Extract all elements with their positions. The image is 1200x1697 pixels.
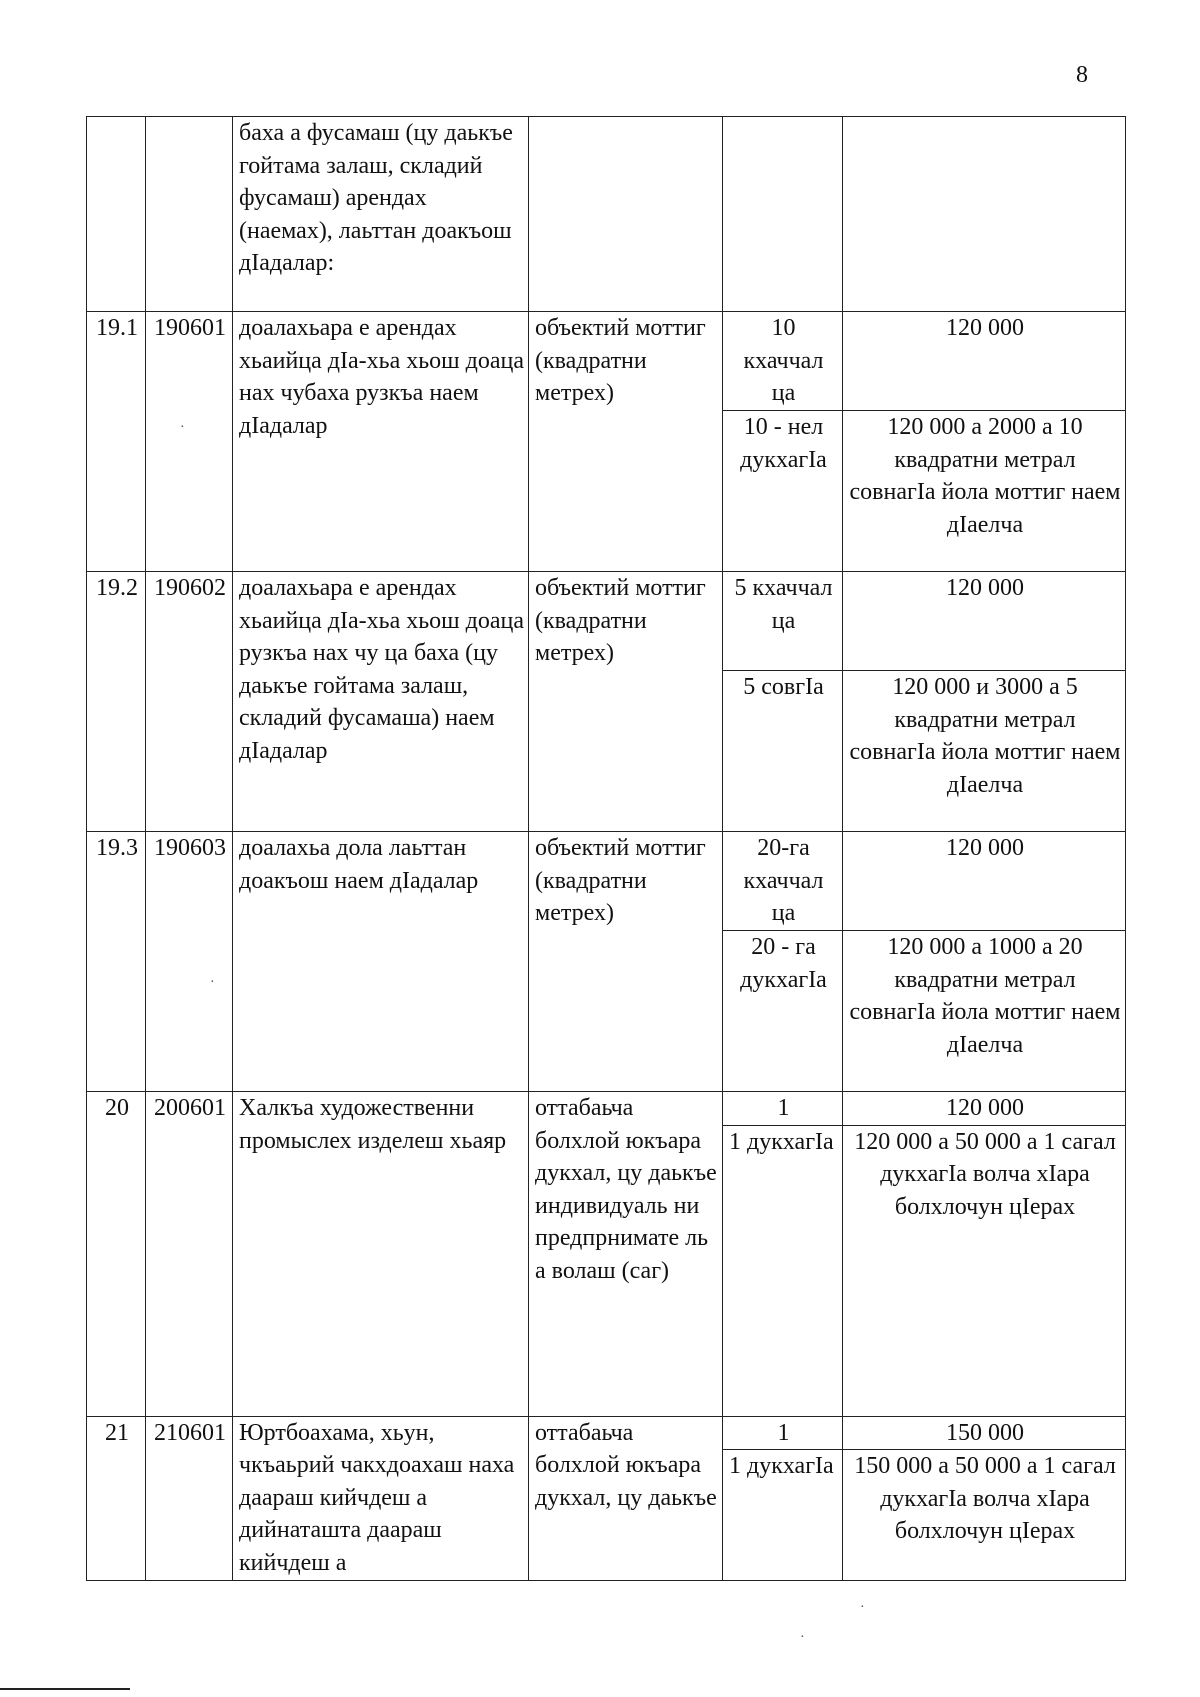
unit-cell: объектий моттиг (квадратни метрех) [529, 572, 723, 832]
table-row [87, 572, 1126, 671]
code-cell: 210601 [146, 1416, 233, 1581]
scan-edge-line [0, 1688, 130, 1690]
quantity-cell: 20-га кхаччал ца [723, 832, 843, 931]
page-number: 8 [1076, 62, 1088, 88]
code-cell: 200601 [146, 1092, 233, 1417]
quantity-cell: 5 кхаччал ца [723, 572, 843, 671]
description-cell: баха а фусамаш (цу даькъе гойтама залаш, складий фусамаш) арендах (наемах), лаьттан доакъош дIадалар: [233, 117, 529, 312]
code-cell: 190601 [146, 312, 233, 572]
value-cell: 120 000 [843, 1092, 1126, 1126]
description-cell: доалахьара е арендах хьаийца дIа-хьа хьош доаца нах чубаха рузкъа наем дIадалар [233, 312, 529, 572]
unit-cell: объектий моттиг (квадратни метрех) [529, 312, 723, 572]
unit-cell: оттабаьча болхлой юкъара дукхал, цу даькъе индивидуаль ни предпрнимате ль а волаш (саг) [529, 1092, 723, 1417]
table-row [87, 312, 1126, 411]
quantity-cell: 5 совгIа [723, 671, 843, 832]
quantity-cell: 1 дукхагIа [723, 1125, 843, 1416]
unit-cell: объектий моттиг (квадратни метрех) [529, 832, 723, 1092]
code-cell: 190603 [146, 832, 233, 1092]
tariff-table [86, 116, 1126, 1581]
description-cell: Халкъа художественни промыслех изделеш хьаяр [233, 1092, 529, 1417]
value-cell: 150 000 [843, 1416, 1126, 1450]
unit-cell [529, 117, 723, 312]
unit-cell: оттабаьча болхлой юкъара дукхал, цу даькъе [529, 1416, 723, 1581]
value-cell [843, 117, 1126, 312]
scan-speck: · [860, 1600, 865, 1615]
number-cell: 19.3 [87, 832, 146, 1092]
description-cell: доалахьара е арендах хьаийца дIа-хьа хьош доаца рузкъа нах чу ца баха (цу даькъе гойтама залаш, складий фусамаша) наем дIадалар [233, 572, 529, 832]
number-cell [87, 117, 146, 312]
table-row [87, 1416, 1126, 1450]
value-cell: 120 000 [843, 832, 1126, 931]
quantity-cell: 1 [723, 1092, 843, 1126]
table-row [87, 117, 1126, 312]
table-row [87, 1092, 1126, 1126]
code-cell [146, 117, 233, 312]
value-cell: 120 000 и 3000 а 5 квадратни метрал совнагIа йола моттиг наем дIаелча [843, 671, 1126, 832]
quantity-cell: 10 - нел дукхагIа [723, 411, 843, 572]
number-cell: 19.1 [87, 312, 146, 572]
table-row [87, 832, 1126, 931]
description-cell: Юртбоахама, хьун, чкъаьрий чакхдоахаш наха дaараш кийчдеш а дийнаташта дaараш кийчдеш а [233, 1416, 529, 1581]
description-cell: доалахьа дола лаьттан доакъош наем дIадалар [233, 832, 529, 1092]
value-cell: 120 000 [843, 572, 1126, 671]
value-cell: 120 000 а 50 000 а 1 сагал дукхагIа волча хIара болхлочун цIерах [843, 1125, 1126, 1416]
scan-speck: · [180, 420, 185, 435]
scan-speck: · [800, 1630, 805, 1645]
quantity-cell: 20 - га дукхагIа [723, 931, 843, 1092]
value-cell: 120 000 а 2000 а 10 квадратни метрал совнагIа йола моттиг наем дIаелча [843, 411, 1126, 572]
value-cell: 150 000 а 50 000 а 1 сагал дукхагIа волча хIара болхлочун цIерах [843, 1450, 1126, 1581]
quantity-cell: 10 кхаччал ца [723, 312, 843, 411]
quantity-cell: 1 [723, 1416, 843, 1450]
quantity-cell: 1 дукхагIа [723, 1450, 843, 1581]
value-cell: 120 000 а 1000 а 20 квадратни метрал совнагIа йола моттиг наем дIаелча [843, 931, 1126, 1092]
quantity-cell [723, 117, 843, 312]
number-cell: 20 [87, 1092, 146, 1417]
scan-speck: · [210, 975, 215, 990]
code-cell: 190602 [146, 572, 233, 832]
number-cell: 21 [87, 1416, 146, 1581]
number-cell: 19.2 [87, 572, 146, 832]
value-cell: 120 000 [843, 312, 1126, 411]
